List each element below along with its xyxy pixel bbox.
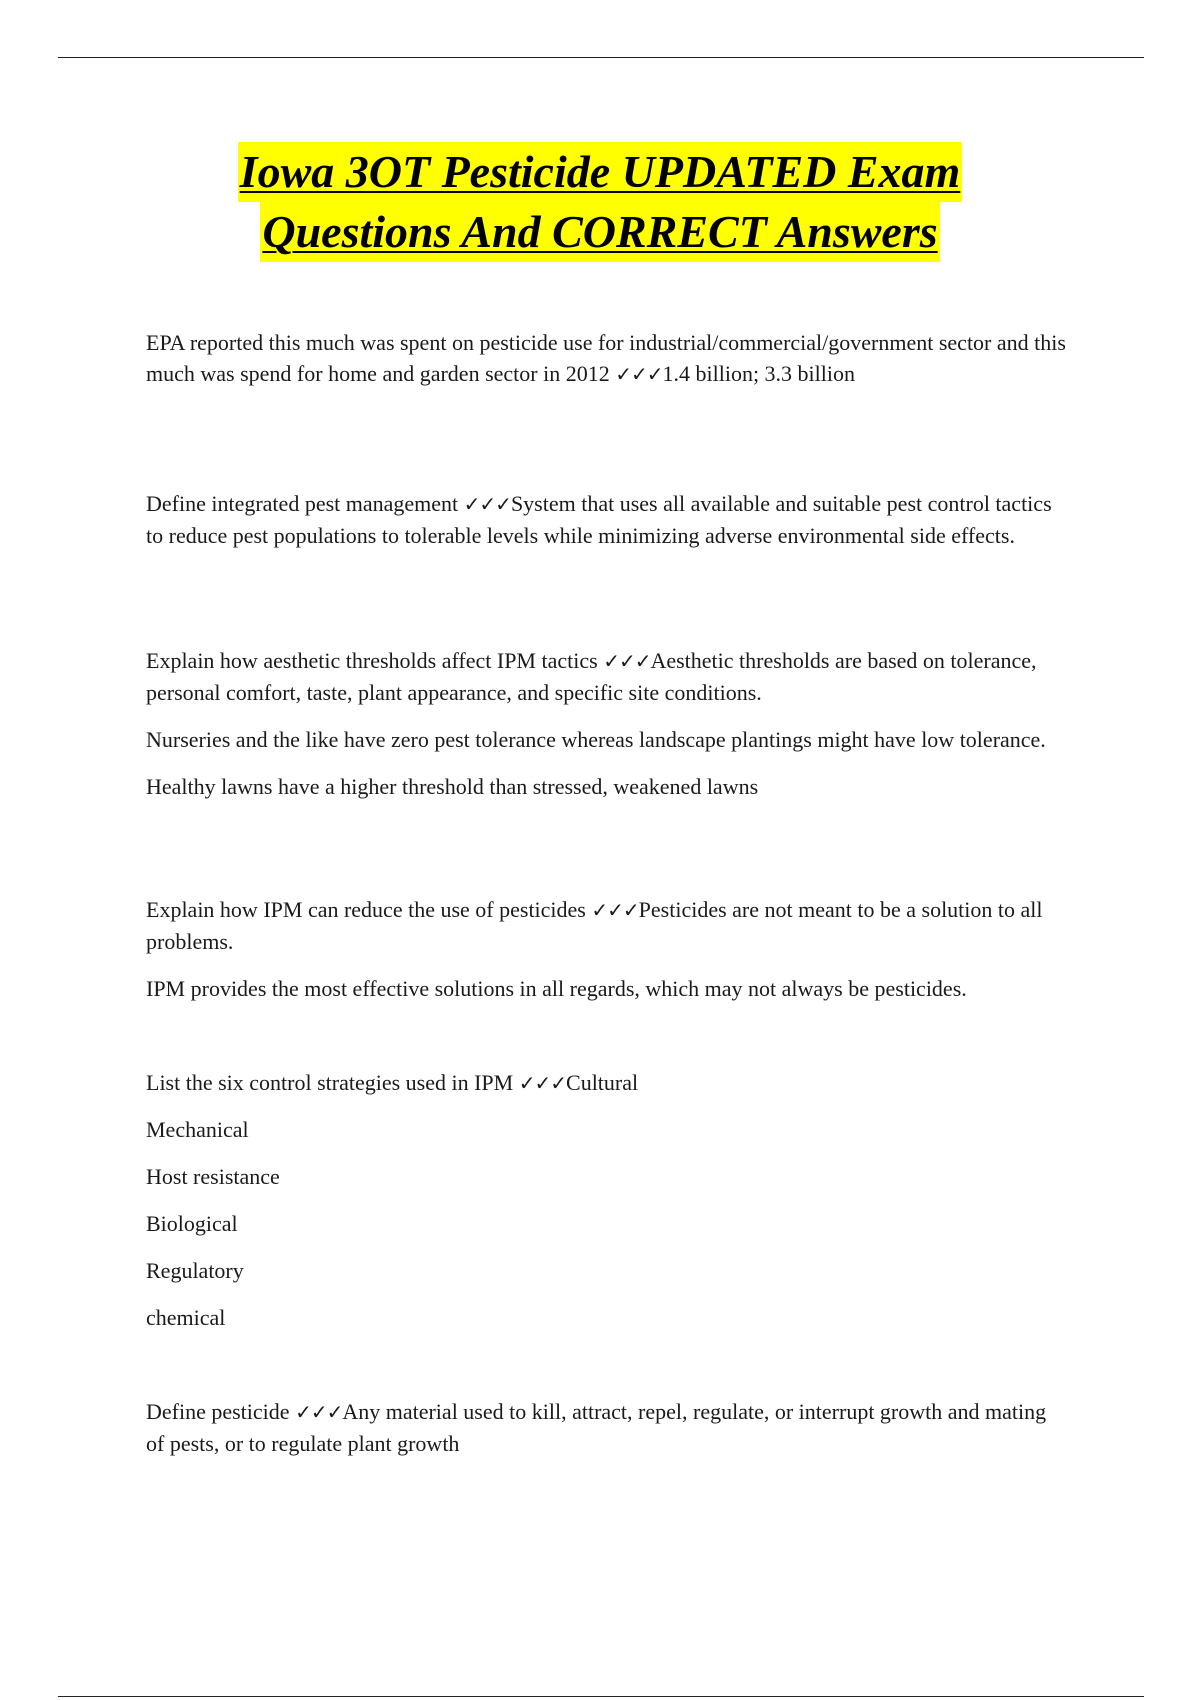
qa-item-6 — [146, 1396, 1066, 1459]
question-text: Define integrated pest management — [146, 491, 459, 516]
qa-text-3 — [146, 645, 1066, 708]
qa-item-4 — [146, 894, 1066, 1004]
bottom-rule — [58, 1696, 1144, 1697]
qa-item-3 — [146, 645, 1066, 802]
answer-extra: Nurseries and the like have zero pest tolerance whereas landscape plantings might have low tolerance. — [146, 727, 1046, 752]
question-text: Explain how IPM can reduce the use of pesticides — [146, 897, 586, 922]
check-marks-icon: ✓✓✓ — [603, 649, 651, 673]
question-text: Explain how aesthetic thresholds affect IPM tactics — [146, 648, 598, 673]
answer-text: Aesthetic thresholds are based on tolerance, personal comfort, taste, plant appearance, and specific site conditions. — [146, 648, 1037, 705]
check-marks-icon: ✓✓✓ — [463, 492, 511, 516]
qa-item-2 — [146, 488, 1066, 551]
qa-item-5 — [146, 1067, 1066, 1349]
qa-text-6 — [146, 1396, 1066, 1459]
list-item: chemical — [146, 1305, 226, 1330]
list-item: Regulatory — [146, 1258, 244, 1283]
qa-text-1 — [146, 327, 1066, 390]
qa-text-4 — [146, 894, 1066, 957]
question-text: Define pesticide — [146, 1399, 290, 1424]
title-line-2: Questions And CORRECT Answers — [260, 202, 939, 262]
list-item: Host resistance — [146, 1164, 280, 1189]
answer-text: Cultural — [566, 1070, 639, 1095]
qa-text-2 — [146, 488, 1066, 551]
qa-text-5 — [146, 1067, 1066, 1114]
check-marks-icon: ✓✓✓ — [591, 898, 639, 922]
title-line-1: Iowa 3OT Pesticide UPDATED Exam — [238, 142, 963, 202]
question-text: EPA reported this much was spent on pesticide use for industrial/commercial/government sector and this much was spend for home and garden sector in 2012 — [146, 330, 1066, 386]
answer-text: Pesticides are not meant to be a solution to all problems. — [146, 897, 1043, 954]
answer-extra: Healthy lawns have a higher threshold than stressed, weakened lawns — [146, 774, 759, 799]
list-item: Biological — [146, 1211, 238, 1236]
check-marks-icon: ✓✓✓ — [518, 1071, 567, 1095]
answer-text: Any material used to kill, attract, repel, regulate, or interrupt growth and mating of pests, or to regulate plant growth — [146, 1399, 1047, 1456]
list-item: Mechanical — [146, 1117, 249, 1142]
top-rule — [58, 57, 1144, 58]
check-marks-icon: ✓✓✓ — [615, 362, 663, 386]
check-marks-icon: ✓✓✓ — [295, 1400, 343, 1424]
answer-text: System that uses all available and suitable pest control tactics to reduce pest populations to tolerable levels while minimizing adverse environmental side effects. — [146, 491, 1052, 548]
qa-item-1 — [146, 327, 1066, 390]
question-text: List the six control strategies used in IPM — [146, 1070, 514, 1095]
answer-text: 1.4 billion; 3.3 billion — [662, 361, 856, 386]
document-title — [0, 142, 1200, 262]
answer-extra: IPM provides the most effective solutions in all regards, which may not always be pesticides. — [146, 976, 967, 1001]
